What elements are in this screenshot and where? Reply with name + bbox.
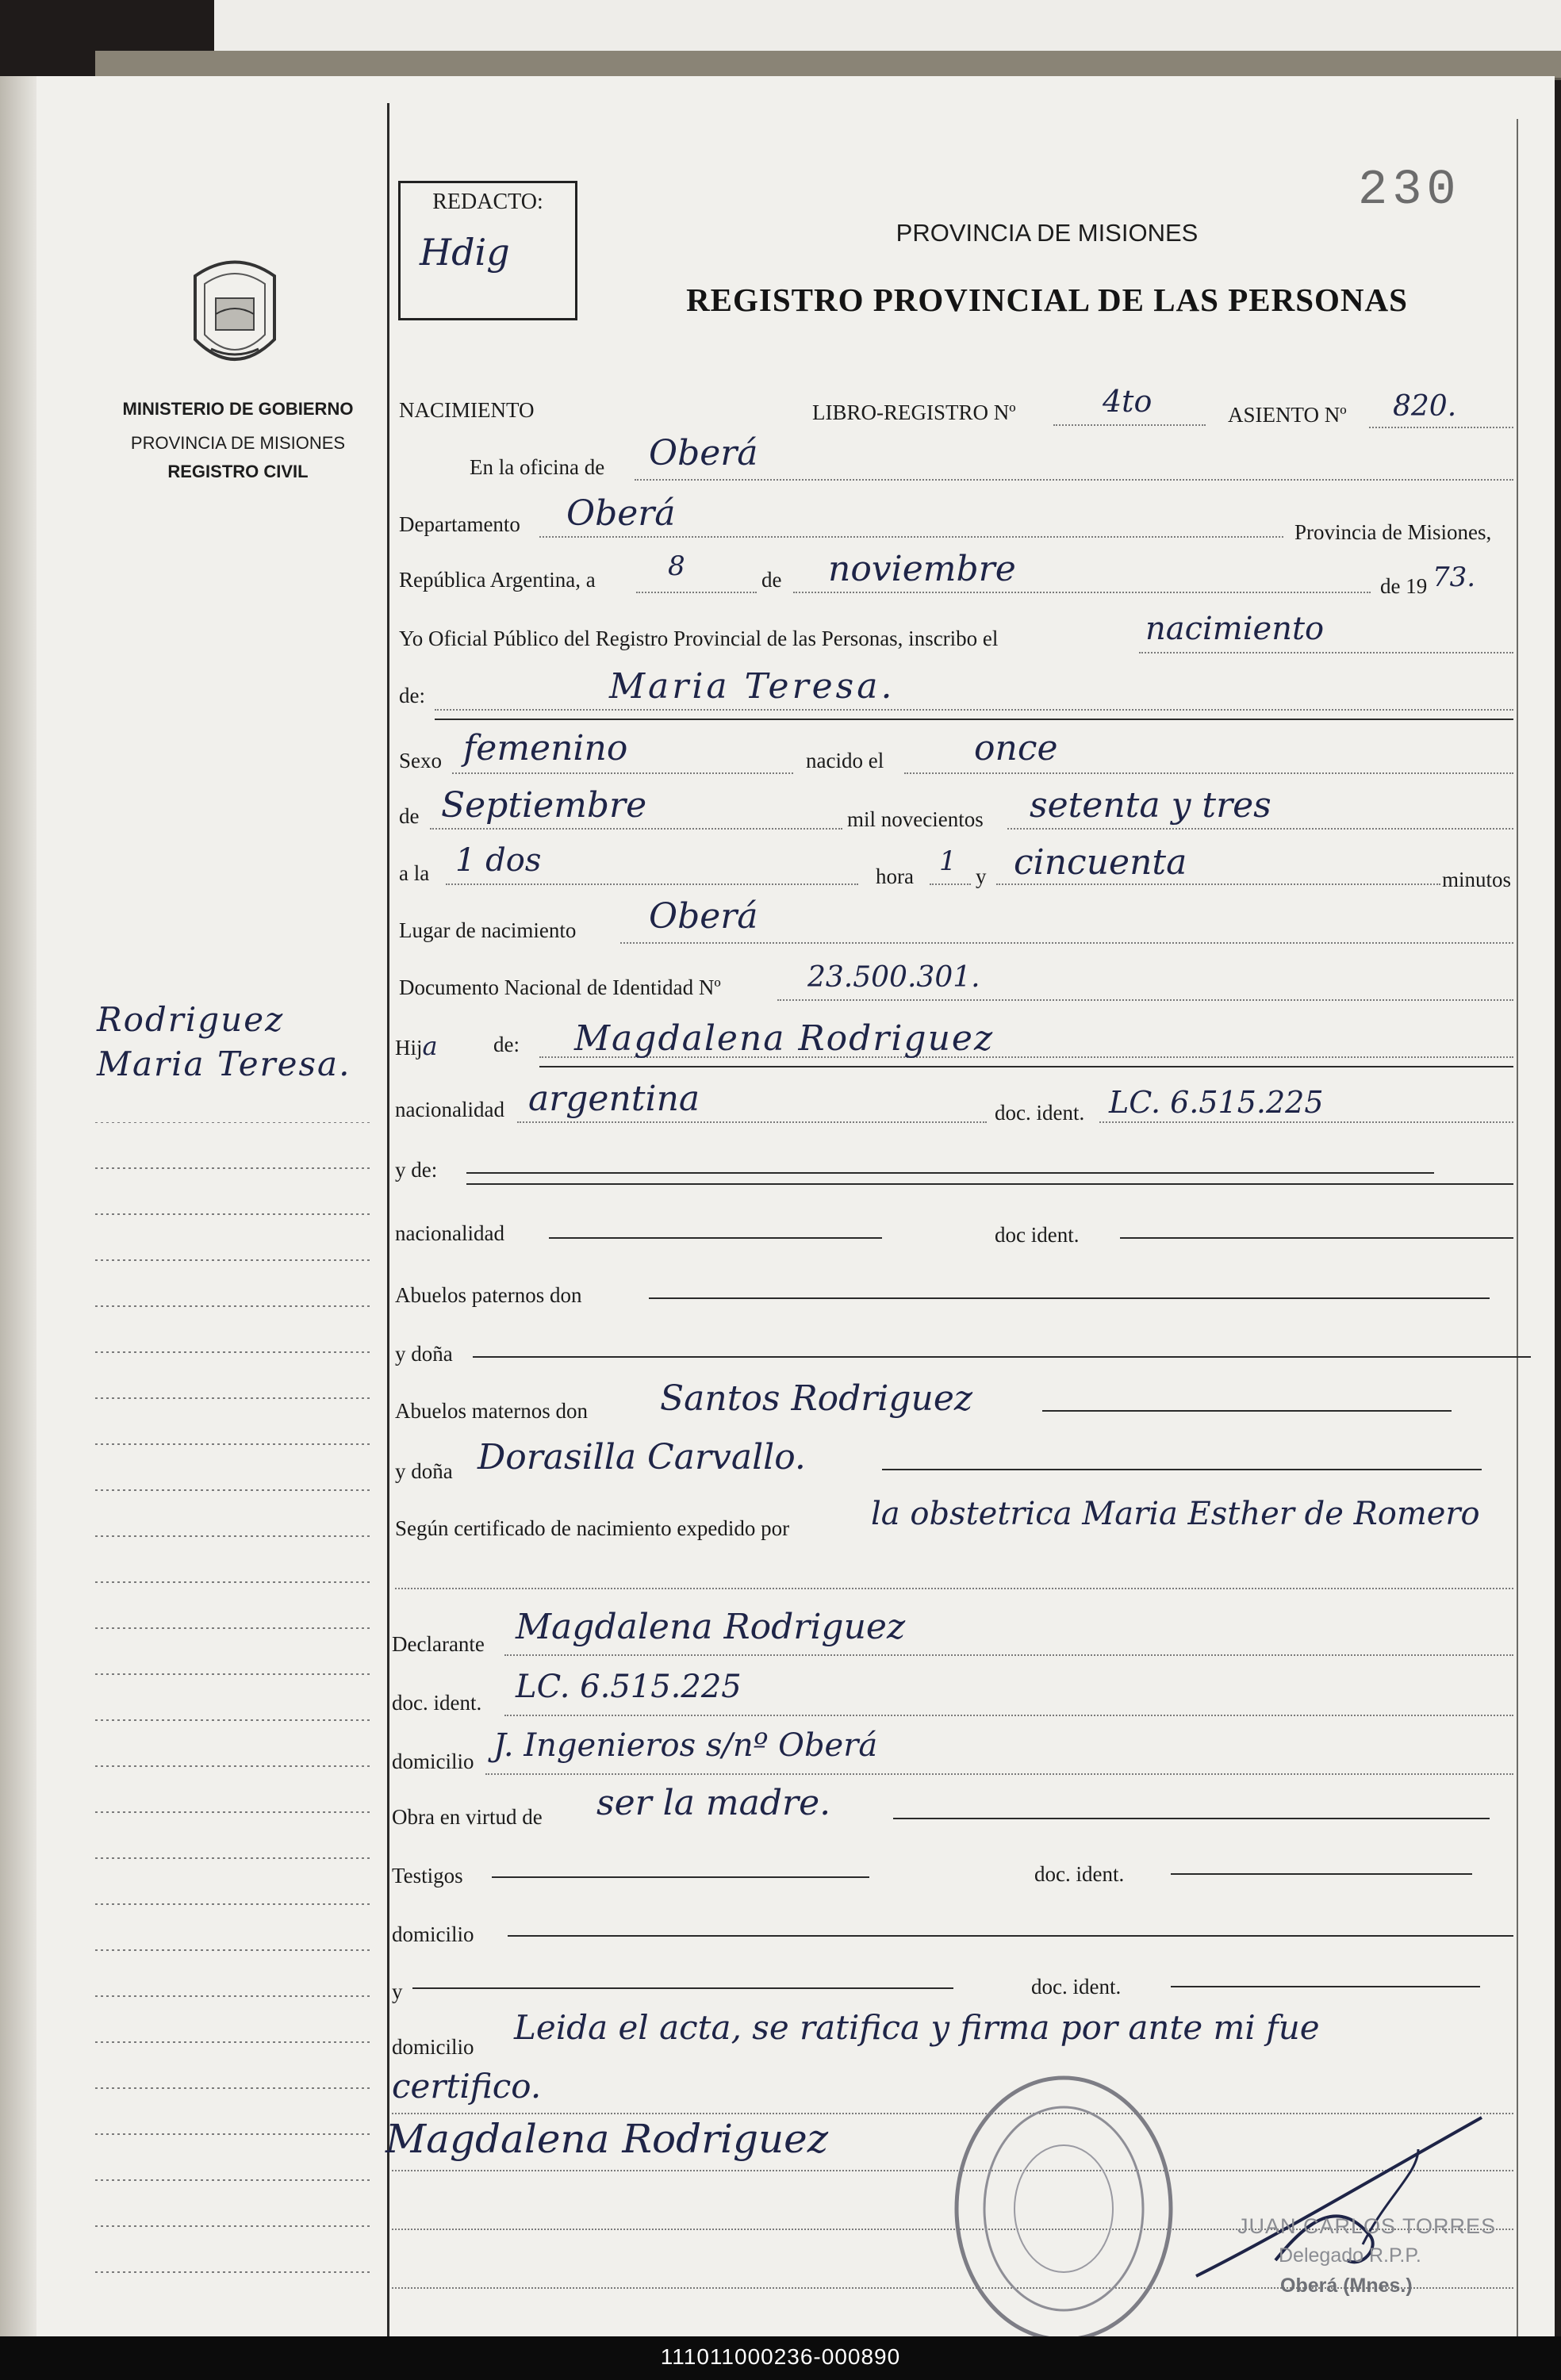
asiento-label: ASIENTO Nº (1228, 403, 1347, 427)
doc-ident2-label: doc ident. (995, 1223, 1080, 1247)
day-line (636, 592, 757, 593)
departamento-line (539, 536, 1283, 538)
hour-line (446, 883, 858, 885)
page-number: 230 (1358, 162, 1461, 218)
declarant-signature: Magdalena Rodriguez (385, 2116, 829, 2162)
dni-label: Documento Nacional de Identidad Nº (399, 975, 721, 999)
nacionalidad-line (517, 1121, 987, 1123)
doc-ident3-label: doc. ident. (392, 1691, 482, 1715)
declarante-doc-line (504, 1715, 1513, 1716)
official-name: JUAN CARLOS TORRES (1237, 2214, 1497, 2238)
page-right-border (1517, 119, 1518, 2340)
previous-page-edge (214, 0, 1561, 56)
hora-value: 1 (939, 845, 957, 877)
ministry-name: MINISTERIO DE GOBIERNO (122, 399, 354, 419)
lugar-line (620, 942, 1513, 944)
oficina-value: Oberá (649, 433, 758, 473)
nacionalidad-value: argentina (528, 1079, 700, 1119)
provincial-seal-icon (179, 252, 290, 379)
month-de-label: de (761, 568, 782, 592)
minutos-label: minutos (1442, 868, 1512, 891)
certificado-value: la obstetrica Maria Esther de Romero (871, 1496, 1480, 1532)
nacionalidad2-label: nacionalidad (395, 1221, 504, 1245)
oficina-label: En la oficina de (470, 455, 605, 479)
declarante-value: Magdalena Rodriguez (516, 1607, 906, 1647)
hija-prefix: Hij (395, 1036, 423, 1060)
declarante-line (504, 1654, 1513, 1656)
libro-line (1053, 424, 1206, 426)
hija-suffix: a (422, 1031, 438, 1061)
testigos-label: Testigos (392, 1864, 463, 1888)
a-la-label: a la (399, 861, 430, 885)
doc-ident-label: doc. ident. (995, 1101, 1085, 1125)
maternal-grandfather: Santos Rodriguez (660, 1378, 973, 1419)
departamento-label: Departamento (399, 512, 520, 536)
testigo1-line (492, 1876, 869, 1878)
nacido-line (904, 772, 1513, 774)
doc-ident4-label: doc. ident. (1034, 1862, 1125, 1886)
stub-surname: Rodriguez (97, 1000, 285, 1039)
hora-line (930, 883, 971, 885)
birth-year-line (1007, 828, 1513, 830)
acto-line (1139, 652, 1513, 653)
official-stamp-icon (949, 2070, 1179, 2347)
domicilio2-label: domicilio (392, 1922, 474, 1946)
certificado-label: Según certificado de nacimiento expedido por (395, 1516, 790, 1540)
closing-note-line1: Leida el acta, se ratifica y firma por ante mi fue (514, 2008, 1320, 2047)
doc-ident5-label: doc. ident. (1031, 1975, 1122, 1999)
mother-doc: LC. 6.515.225 (1109, 1085, 1324, 1120)
stub-given-name: Maria Teresa. (97, 1044, 351, 1083)
republica-label: República Argentina, a (399, 568, 596, 592)
abuelos-maternos-label: Abuelos maternos don (395, 1399, 588, 1423)
hora-label: hora (876, 864, 914, 888)
grandfather-line (1042, 1410, 1452, 1412)
hour-value: 1 dos (455, 842, 542, 879)
stub-name (97, 998, 351, 1087)
closing-note-line2: certifico. (392, 2067, 542, 2106)
y-de-label: y de: (395, 1158, 438, 1182)
day-value: 8 (668, 550, 685, 582)
province-title: PROVINCIA DE MISIONES (896, 219, 1199, 247)
birth-month-line (430, 828, 842, 830)
y-dona2-label: y doña (395, 1459, 453, 1483)
hija-de-label: de: (493, 1033, 520, 1056)
birth-de-label: de (399, 804, 420, 828)
asiento-line (1369, 427, 1513, 428)
person-line (435, 709, 1513, 711)
domicilio2-line (508, 1935, 1513, 1937)
acto-value: nacimiento (1145, 611, 1325, 647)
sexo-line (452, 772, 793, 774)
de-person-label: de: (399, 684, 425, 707)
abuelos-paternos-label: Abuelos paternos don (395, 1283, 582, 1307)
declarante-doc: LC. 6.515.225 (516, 1669, 742, 1705)
testigo2-line (412, 1987, 953, 1989)
record-type: NACIMIENTO (399, 398, 535, 422)
redacto-box (398, 181, 577, 320)
oficina-line (635, 479, 1513, 481)
page-gutter (0, 76, 36, 2352)
year-label: de 19 (1380, 574, 1428, 598)
libro-label: LIBRO-REGISTRO Nº (812, 400, 1016, 424)
abuelos-paternos-line (649, 1297, 1490, 1299)
sexo-label: Sexo (399, 749, 442, 772)
domicilio-line (485, 1773, 1513, 1775)
doc-ident2-line (1120, 1237, 1513, 1239)
person-underline (435, 719, 1513, 720)
nacido-value: once (974, 728, 1058, 768)
y-dona-line (473, 1356, 1531, 1358)
obra-value: ser la madre. (596, 1783, 831, 1823)
birth-month-value: Septiembre (441, 785, 647, 826)
mother-underline (539, 1066, 1513, 1067)
declarante-label: Declarante (392, 1632, 485, 1656)
asiento-value: 820. (1393, 390, 1457, 423)
month-value: noviembre (828, 549, 1016, 589)
domicilio-value: J. Ingenieros s/nº Oberá (493, 1727, 878, 1764)
certificado-continuation-line (395, 1588, 1513, 1589)
birth-year-value: setenta y tres (1030, 785, 1271, 826)
obra-line (893, 1818, 1490, 1819)
mother-doc-line (1099, 1121, 1513, 1123)
lugar-value: Oberá (649, 896, 758, 937)
stub-ruled-lines (95, 1122, 373, 2312)
minutes-value: cincuenta (1014, 842, 1187, 883)
doc-ident5-line (1171, 1986, 1480, 1987)
column-divider (387, 103, 389, 2347)
document-id: 111011000236-000890 (660, 2344, 901, 2369)
official-place: Oberá (Mnes.) (1280, 2275, 1413, 2297)
father-line (466, 1172, 1434, 1174)
domicilio3-label: domicilio (392, 2035, 474, 2059)
official-title: Delegado R.P.P. (1279, 2244, 1421, 2267)
hija-label (395, 1031, 438, 1061)
dni-value: 23.500.301. (807, 961, 980, 994)
ministry-province: PROVINCIA DE MISIONES (130, 433, 346, 453)
grandmother-line (882, 1469, 1482, 1470)
ministry-registry: REGISTRO CIVIL (167, 462, 309, 481)
domicilio-label: domicilio (392, 1750, 474, 1773)
yo-oficial-text: Yo Oficial Público del Registro Provincial de las Personas, inscribo el (399, 627, 999, 650)
year-value: 73. (1433, 561, 1476, 593)
y-dona-label: y doña (395, 1342, 453, 1366)
father-underline (466, 1183, 1513, 1185)
nacionalidad2-line (549, 1237, 882, 1239)
lugar-label: Lugar de nacimiento (399, 918, 577, 942)
obra-label: Obra en virtud de (392, 1805, 543, 1829)
registry-title: REGISTRO PROVINCIAL DE LAS PERSONAS (686, 282, 1408, 318)
libro-value: 4to (1103, 384, 1153, 419)
nacido-label: nacido el (806, 749, 884, 772)
mil-label: mil novecientos (847, 807, 984, 831)
dni-line (777, 999, 1513, 1001)
departamento-value: Oberá (566, 493, 676, 534)
maternal-grandmother: Dorasilla Carvallo. (478, 1437, 806, 1477)
mother-name: Magdalena Rodriguez (574, 1018, 995, 1059)
minutes-line (996, 883, 1440, 885)
person-name: Maria Teresa. (609, 666, 896, 707)
provincia-suffix: Provincia de Misiones, (1294, 520, 1492, 544)
redacto-initials: Hdig (420, 231, 510, 274)
month-line (793, 592, 1371, 593)
doc-ident4-line (1171, 1873, 1472, 1875)
redacto-label: REDACTO: (432, 190, 543, 214)
y-label: y (976, 864, 987, 888)
sexo-value: femenino (463, 728, 628, 768)
y2-label: y (392, 1980, 403, 2003)
nacionalidad-label: nacionalidad (395, 1098, 504, 1121)
